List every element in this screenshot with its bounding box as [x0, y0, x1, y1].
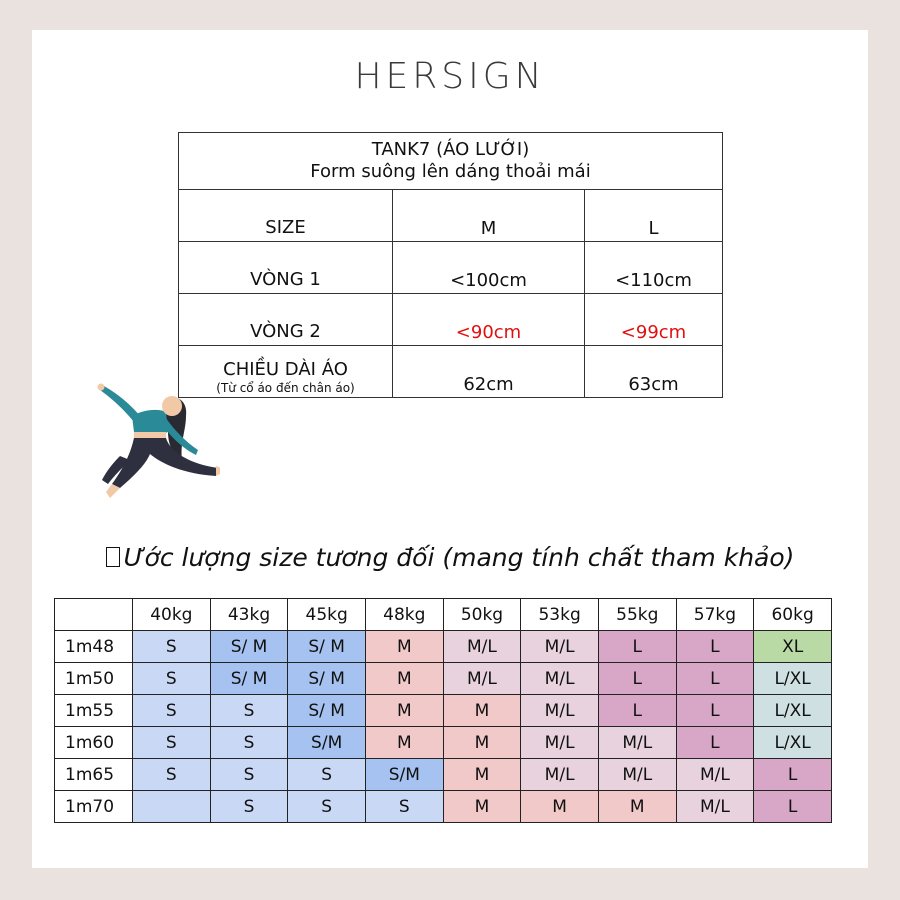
- size-cell: M: [443, 759, 521, 791]
- weight-header: 57kg: [676, 599, 754, 631]
- size-cell: M/L: [521, 695, 599, 727]
- size-cell: S: [210, 759, 288, 791]
- spec-row: [179, 190, 723, 242]
- weight-header: 60kg: [754, 599, 832, 631]
- size-cell: L: [754, 791, 832, 823]
- size-cell: S: [210, 695, 288, 727]
- spec-label-text: SIZE: [265, 217, 306, 238]
- spec-row-label: [179, 242, 393, 294]
- size-cell: S/ M: [288, 663, 366, 695]
- weight-header: 48kg: [365, 599, 443, 631]
- spec-label-text: CHIỀU DÀI ÁO: [223, 359, 348, 380]
- size-cell: S: [133, 727, 211, 759]
- size-cell: M: [521, 791, 599, 823]
- size-cell: M/L: [598, 759, 676, 791]
- spec-value-l: <99cm: [585, 294, 723, 346]
- height-label: 1m70: [55, 791, 133, 823]
- size-cell: M/L: [521, 631, 599, 663]
- spec-table: [178, 132, 723, 398]
- size-cell: L: [598, 695, 676, 727]
- spec-value-m: M: [393, 190, 585, 242]
- size-cell: M/L: [676, 759, 754, 791]
- size-cell: S: [210, 727, 288, 759]
- spec-label-text: VÒNG 1: [250, 269, 321, 290]
- size-cell: S/ M: [288, 695, 366, 727]
- estimate-title: [32, 543, 868, 572]
- size-cell: M: [365, 695, 443, 727]
- size-cell: M/L: [443, 631, 521, 663]
- size-cell: [133, 791, 211, 823]
- weight-header: 40kg: [133, 599, 211, 631]
- weight-header: 50kg: [443, 599, 521, 631]
- size-cell: L: [676, 663, 754, 695]
- size-cell: S/ M: [210, 663, 288, 695]
- size-cell: S/M: [288, 727, 366, 759]
- spec-row-label: [179, 294, 393, 346]
- spec-row: [179, 242, 723, 294]
- size-cell: XL: [754, 631, 832, 663]
- size-cell: M: [365, 631, 443, 663]
- spec-row: [179, 346, 723, 398]
- size-cell: M/L: [676, 791, 754, 823]
- size-cell: L: [598, 631, 676, 663]
- table-row: [55, 791, 832, 823]
- size-cell: S: [133, 631, 211, 663]
- spec-value-m: 62cm: [393, 346, 585, 398]
- yoga-pose-icon: [70, 360, 220, 500]
- size-cell: M/L: [443, 663, 521, 695]
- height-label: 1m55: [55, 695, 133, 727]
- size-cell: S/M: [365, 759, 443, 791]
- size-cell: L: [676, 631, 754, 663]
- size-cell: S/ M: [288, 631, 366, 663]
- estimate-corner-cell: [55, 599, 133, 631]
- size-cell: S: [288, 791, 366, 823]
- size-cell: L: [598, 663, 676, 695]
- spec-row-label: [179, 190, 393, 242]
- spec-value-l: L: [585, 190, 723, 242]
- size-cell: S: [365, 791, 443, 823]
- estimate-title-text: Ước lượng size tương đối (mang tính chất tham khảo): [123, 543, 795, 572]
- weight-header: 45kg: [288, 599, 366, 631]
- spec-subtitle: Form suông lên dáng thoải mái: [310, 161, 591, 182]
- spec-table-header: [179, 133, 723, 190]
- size-cell: L: [754, 759, 832, 791]
- estimate-table: [54, 598, 832, 823]
- height-label: 1m60: [55, 727, 133, 759]
- size-cell: M: [598, 791, 676, 823]
- spec-value-l: <110cm: [585, 242, 723, 294]
- size-cell: S: [210, 791, 288, 823]
- weight-header: 53kg: [521, 599, 599, 631]
- table-row: [55, 759, 832, 791]
- spec-row: [179, 294, 723, 346]
- size-cell: L: [676, 695, 754, 727]
- spec-table-body: [179, 190, 723, 398]
- size-chart-card: [32, 30, 868, 868]
- size-cell: L/XL: [754, 663, 832, 695]
- size-cell: S: [133, 759, 211, 791]
- weight-header: 55kg: [598, 599, 676, 631]
- table-row: [55, 631, 832, 663]
- spec-title: TANK7 (ÁO LƯỚI): [371, 139, 530, 160]
- spec-label-note: (Từ cổ áo đến chân áo): [216, 381, 355, 395]
- size-cell: L: [676, 727, 754, 759]
- table-row: [55, 663, 832, 695]
- size-cell: M/L: [521, 759, 599, 791]
- size-cell: M: [443, 695, 521, 727]
- table-row: [55, 727, 832, 759]
- height-label: 1m65: [55, 759, 133, 791]
- size-cell: M: [443, 727, 521, 759]
- estimate-table-body: [55, 631, 832, 823]
- spec-label-text: VÒNG 2: [250, 321, 321, 342]
- size-cell: M/L: [598, 727, 676, 759]
- box-glyph-icon: [106, 547, 120, 567]
- size-cell: M: [365, 663, 443, 695]
- size-cell: L/XL: [754, 695, 832, 727]
- size-cell: S/ M: [210, 631, 288, 663]
- size-cell: S: [288, 759, 366, 791]
- spec-value-m: <90cm: [393, 294, 585, 346]
- size-cell: S: [133, 695, 211, 727]
- size-cell: M/L: [521, 727, 599, 759]
- height-label: 1m50: [55, 663, 133, 695]
- brand-logo: HERSIGN: [354, 56, 546, 97]
- weight-header: 43kg: [210, 599, 288, 631]
- size-cell: L/XL: [754, 727, 832, 759]
- spec-value-l: 63cm: [585, 346, 723, 398]
- table-row: [55, 695, 832, 727]
- height-label: 1m48: [55, 631, 133, 663]
- size-cell: S: [133, 663, 211, 695]
- estimate-header-row: [55, 599, 832, 631]
- size-cell: M/L: [521, 663, 599, 695]
- size-cell: M: [365, 727, 443, 759]
- size-cell: M: [443, 791, 521, 823]
- spec-value-m: <100cm: [393, 242, 585, 294]
